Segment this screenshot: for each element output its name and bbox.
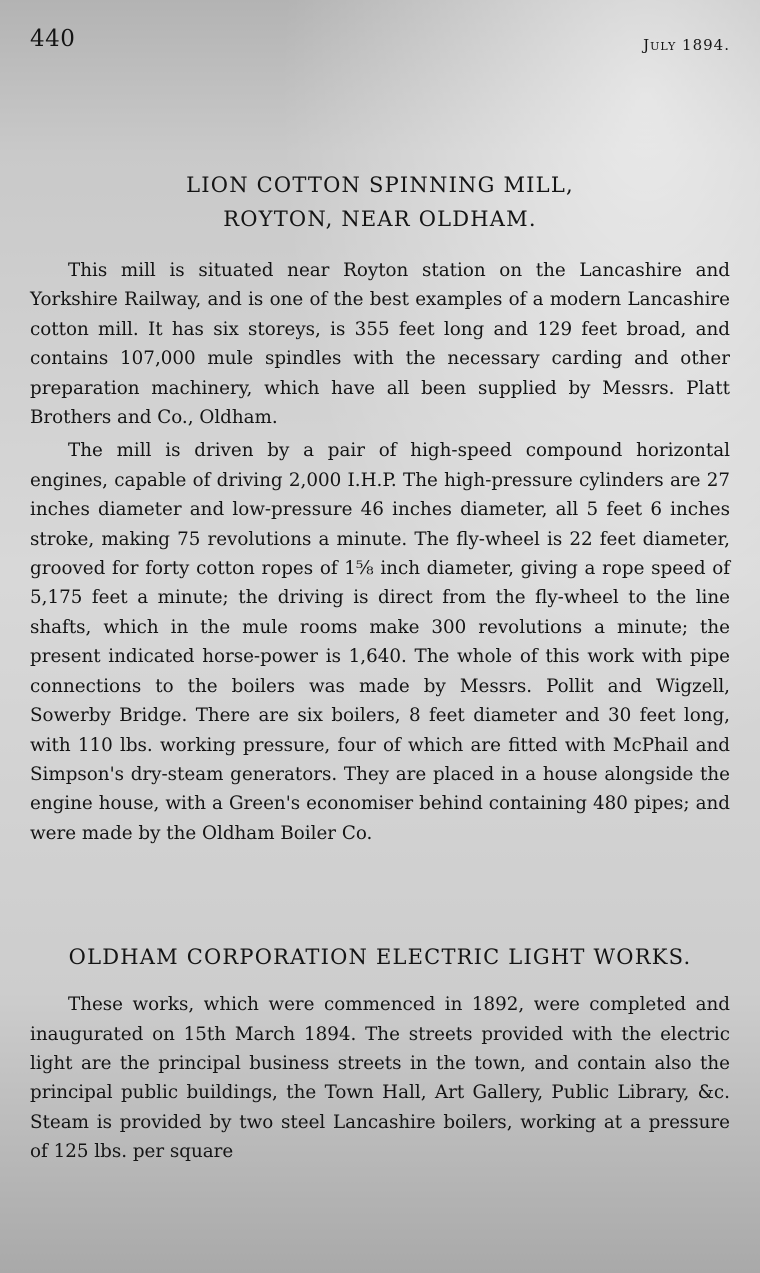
running-header-date: July 1894. bbox=[643, 36, 730, 54]
section-title-line: ROYTON, NEAR OLDHAM. bbox=[223, 207, 537, 231]
section-title-line: LION COTTON SPINNING MILL, bbox=[186, 173, 574, 197]
paragraph-mill-engines: The mill is driven by a pair of high-speed compound horizontal engines, capable of driving 2,000 I.H.P. The high-pressure cylinders are 27 inches diameter and low-pressure 46 inches diameter, all 5 feet 6 inches stroke, making 75 revolutions a minute. The fly-wheel is 22 feet diameter, grooved for forty cotton ropes of 1⅝ inch diameter, giving a rope speed of 5,175 feet a minute; the driving is direct from the fly-wheel to the line shafts, which in the mule rooms make 300 revolutions a minute; the present indicated horse-power is 1,640. The whole of this work with pipe connections to the boilers was made by Messrs. Pollit and Wigzell, Sowerby Bridge. There are six boilers, 8 feet diameter and 30 feet long, with 110 lbs. working pressure, four of which are fitted with McPhail and Simpson's dry-steam generators. They are placed in a house alongside the engine house, with a Green's economiser behind containing 480 pipes; and were made by the Oldham Boiler Co. bbox=[30, 440, 730, 844]
paragraph-mill-description: This mill is situated near Royton station on the Lancashire and Yorkshire Railway, and is one of the best examples of a modern Lancashire cotton mill. It has six storeys, is 355 feet long and 129 feet broad, and contains 107,000 mule spindles with the necessary carding and other preparation machinery, which have all been supplied by Messrs. Platt Brothers and Co., Oldham. bbox=[30, 260, 730, 429]
section-title-electric-light bbox=[30, 940, 730, 974]
section-title-line: OLDHAM CORPORATION ELECTRIC LIGHT WORKS. bbox=[68, 945, 692, 970]
page-number: 440 bbox=[30, 26, 76, 52]
section-title-lion-mill bbox=[30, 168, 730, 236]
paragraph-electric-works: These works, which were commenced in 1892, were completed and inaugurated on 15th March 1894. The streets provided with the electric light are the principal business streets in the town, and contain also the principal public buildings, the Town Hall, Art Gallery, Public Library, &c. Steam is provided by two steel Lancashire boilers, working at a pressure of 125 lbs. per square bbox=[30, 994, 730, 1163]
page-header bbox=[30, 24, 730, 76]
